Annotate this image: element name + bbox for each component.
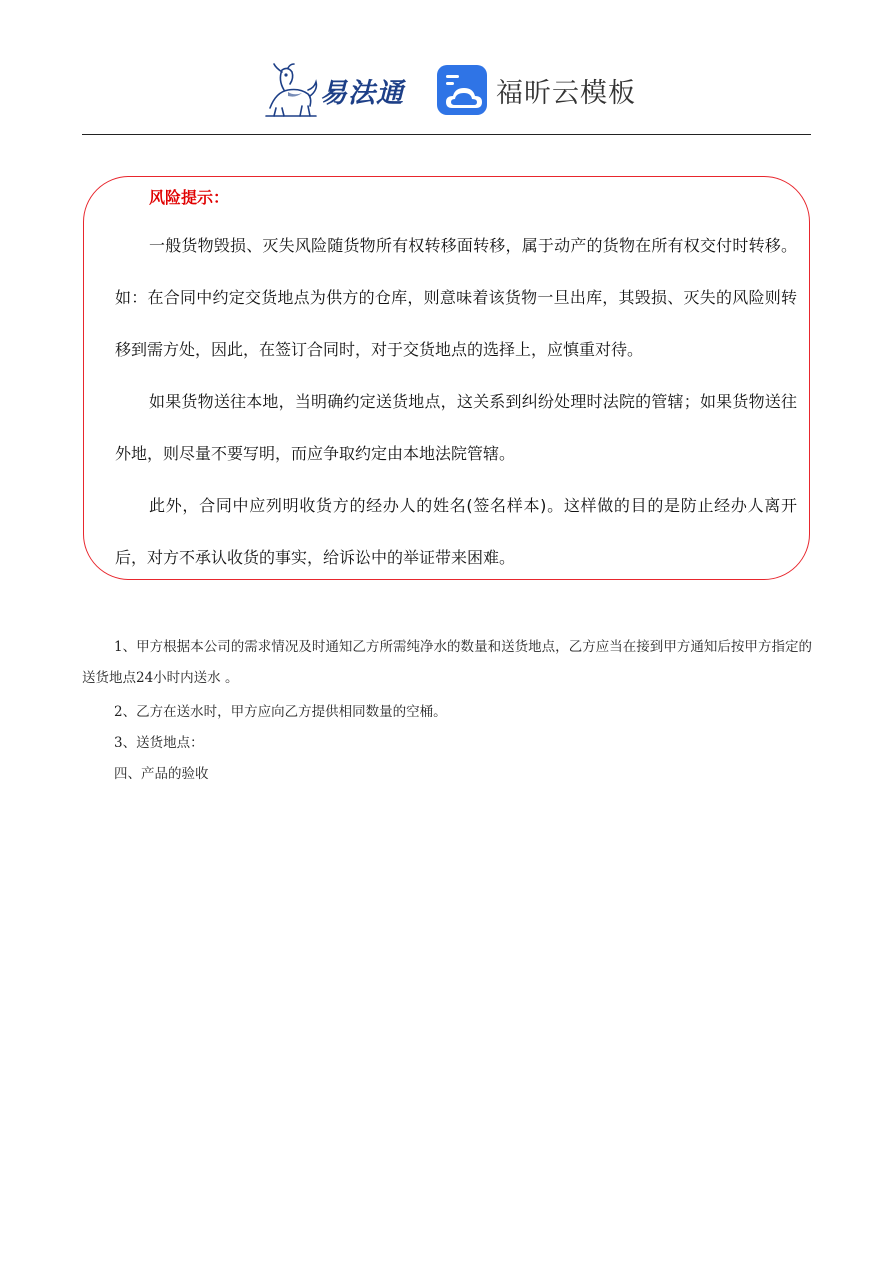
yifatong-logo [262,62,412,118]
risk-paragraph-1: 一般货物毁损、灭失风险随货物所有权转移面转移，属于动产的货物在所有权交付时转移。如：在合同中约定交货地点为供方的仓库，则意味着该货物一旦出库，其毁损、灭失的风险则转移到需方处，因此，在签订合同时，对于交货地点的选择上，应慎重对待。 [115,236,797,359]
risk-notice-title: 风险提示： [149,188,230,207]
fuxin-logo [436,64,636,116]
clause-3: 3、送货地点： [114,735,204,751]
clause-2: 2、乙方在送水时，甲方应向乙方提供相同数量的空桶。 [114,704,447,720]
page-header [0,58,893,124]
qilin-mascot-icon [262,62,320,118]
clause-1: 1、甲方根据本公司的需求情况及时通知乙方所需纯净水的数量和送货地点，乙方应当在接到甲方通知后按甲方指定的送货地点24小时内送水 。 [82,639,812,686]
section-4-heading: 四、产品的验收 [114,766,209,782]
header-divider [82,134,811,135]
risk-paragraph-2: 如果货物送往本地，当明确约定送货地点，这关系到纠纷处理时法院的管辖；如果货物送往外地，则尽量不要写明，而应争取约定由本地法院管辖。 [115,392,797,463]
risk-paragraph-3: 此外，合同中应列明收货方的经办人的姓名(签名样本)。这样做的目的是防止经办人离开后，对方不承认收货的事实，给诉讼中的举证带来困难。 [115,496,797,567]
fuxin-brand-text: 福昕云模板 [496,77,636,109]
cloud-template-icon [436,64,488,116]
yifatong-brand-text: 易法通 [320,77,404,109]
